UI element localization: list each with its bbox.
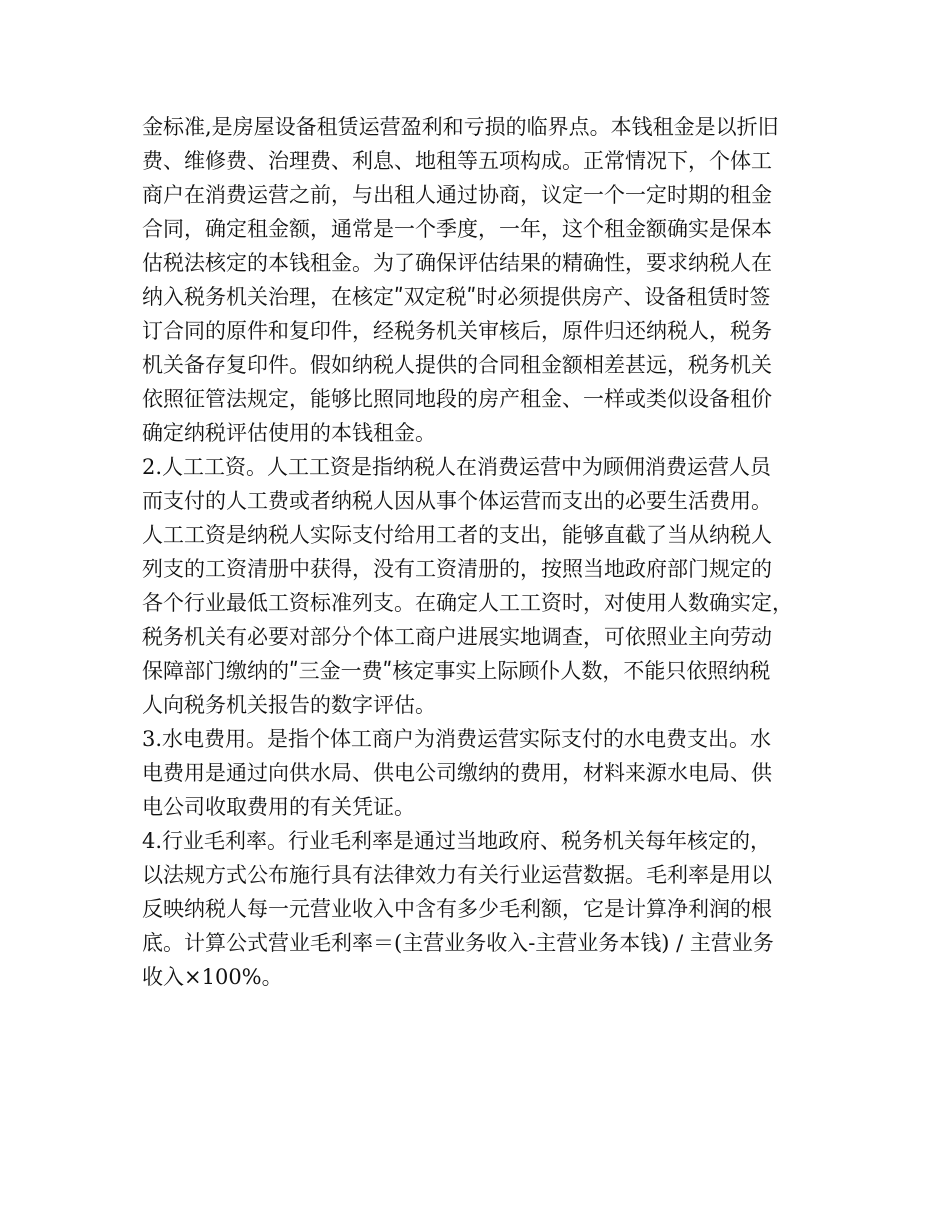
text-line: 订合同的原件和复印件，经税务机关审核后，原件归还纳税人，税务 — [142, 319, 772, 343]
text-line: 金标准,是房屋设备租赁运营盈利和亏损的临界点。本钱租金是以折旧 — [142, 115, 779, 139]
text-line: 各个行业最低工资标准列支。在确定人工工资时，对使用人数确实定， — [142, 591, 793, 615]
text-line: 机关备存复印件。假如纳税人提供的合同租金额相差甚远，税务机关 — [142, 353, 772, 377]
text-line: 估税法核定的本钱租金。为了确保评估结果的精确性，要求纳税人在 — [142, 251, 772, 275]
text-line: 费、维修费、治理费、利息、地租等五项构成。正常情况下，个体工 — [142, 149, 772, 173]
body-text — [142, 110, 832, 994]
text-line: 税务机关有必要对部分个体工商户进展实地调查，可依照业主向劳动 — [142, 625, 772, 649]
text-line: 人向税务机关报告的数字评估。 — [142, 693, 436, 717]
text-line: 4.行业毛利率。行业毛利率是通过当地政府、税务机关每年核定的， — [142, 829, 772, 853]
text-line: 底。计算公式营业毛利率＝(主营业务收入-主营业务本钱) / 主营业务 — [142, 931, 774, 955]
text-line: 电费用是通过向供水局、供电公司缴纳的费用，材料来源水电局、供 — [142, 761, 772, 785]
text-line: 以法规方式公布施行具有法律效力有关行业运营数据。毛利率是用以 — [142, 863, 772, 887]
text-line: 确定纳税评估使用的本钱租金。 — [142, 421, 436, 445]
text-line: 人工工资是纳税人实际支付给用工者的支出，能够直截了当从纳税人 — [142, 523, 772, 547]
text-line: 商户在消费运营之前，与出租人通过协商，议定一个一定时期的租金 — [142, 183, 772, 207]
text-line: 电公司收取费用的有关凭证。 — [142, 795, 415, 819]
text-line: 纳入税务机关治理，在核定ʺ双定税ʺ时必须提供房产、设备租赁时签 — [142, 285, 771, 309]
text-line: 2.人工工资。人工工资是指纳税人在消费运营中为顾佣消费运营人员 — [142, 455, 772, 479]
text-line: 而支付的人工费或者纳税人因从事个体运营而支出的必要生活费用。 — [142, 489, 772, 513]
text-line: 保障部门缴纳的ʺ三金一费ʺ核定事实上际顾仆人数，不能只依照纳税 — [142, 659, 771, 683]
text-line: 依照征管法规定，能够比照同地段的房产租金、一样或类似设备租价 — [142, 387, 772, 411]
text-line: 合同，确定租金额，通常是一个季度，一年，这个租金额确实是保本 — [142, 217, 772, 241]
text-line: 3.水电费用。是指个体工商户为消费运营实际支付的水电费支出。水 — [142, 727, 772, 751]
text-line: 反映纳税人每一元营业收入中含有多少毛利额，它是计算净利润的根 — [142, 897, 772, 921]
text-line: 收入×100%。 — [142, 965, 283, 989]
text-line: 列支的工资清册中获得，没有工资清册的，按照当地政府部门规定的 — [142, 557, 772, 581]
